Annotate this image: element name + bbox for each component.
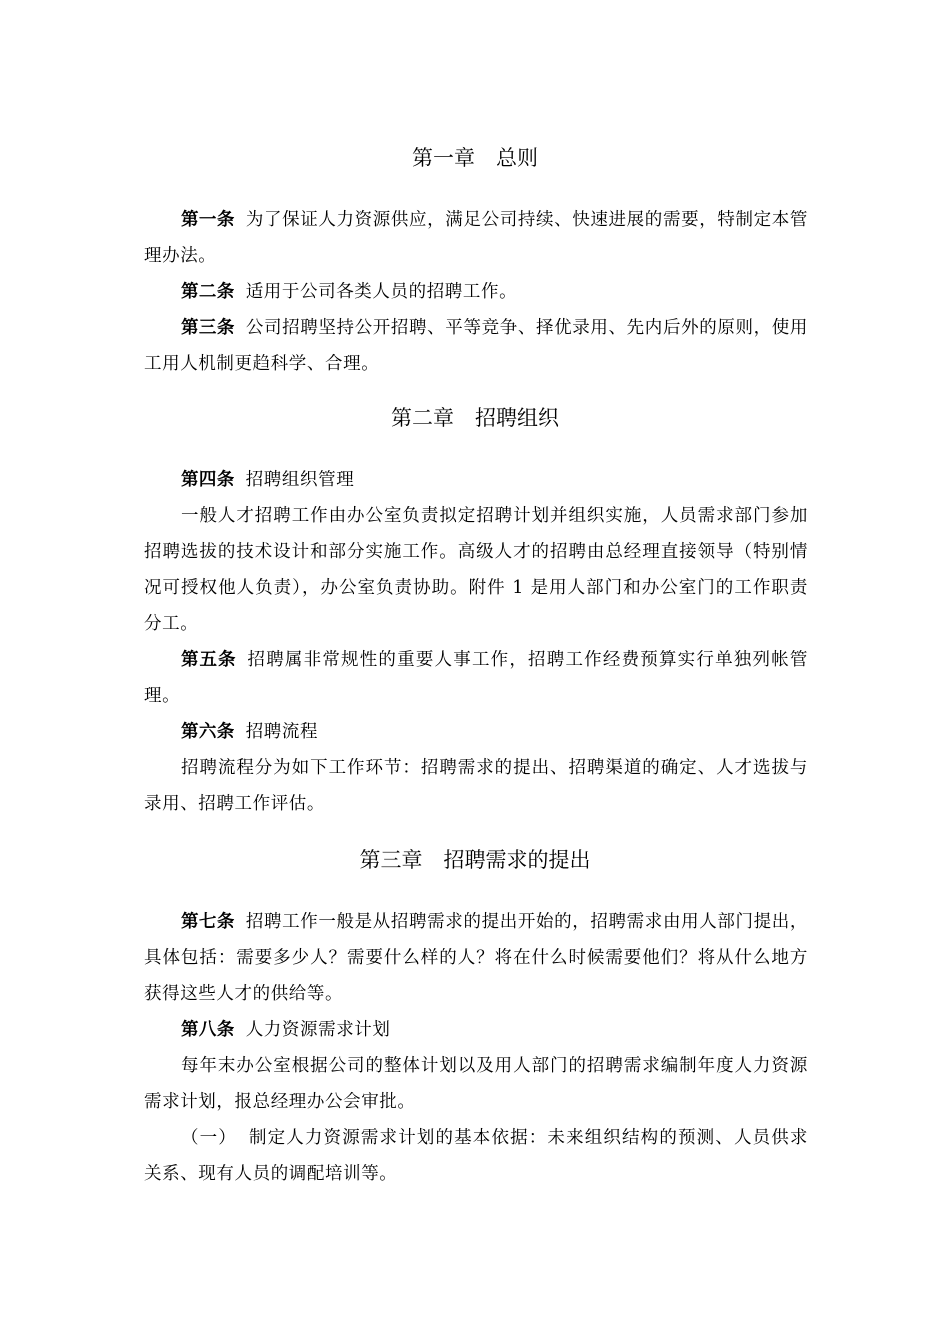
article-8-item-1-label: （一）: [181, 1128, 237, 1148]
article-3: [144, 310, 808, 382]
article-1-label: 第一条: [181, 210, 235, 230]
article-8-body: 每年末办公室根据公司的整体计划以及用人部门的招聘需求编制年度人力资源需求计划，报总经理办公会审批。: [144, 1056, 808, 1112]
article-8-item-1: [144, 1120, 808, 1192]
article-5: [144, 642, 808, 714]
chapter-3-title: 第三章 招聘需求的提出: [359, 848, 591, 872]
article-7-label: 第七条: [181, 912, 235, 932]
article-2: [144, 274, 808, 310]
chapter-2-title: 第二章 招聘组织: [391, 406, 559, 430]
article-8: [144, 1012, 808, 1048]
article-8-label: 第八条: [181, 1020, 235, 1040]
article-3-label: 第三条: [181, 318, 235, 338]
article-5-label: 第五条: [181, 650, 237, 670]
article-3-text: 公司招聘坚持公开招聘、平等竞争、择优录用、先内后外的原则，使用工用人机制更趋科学、合理。: [144, 318, 808, 374]
article-5-text: 招聘属非常规性的重要人事工作，招聘工作经费预算实行单独列帐管理。: [144, 650, 809, 706]
article-4-label: 第四条: [181, 470, 235, 490]
article-6-text: 招聘流程: [245, 722, 319, 742]
article-7: [144, 904, 808, 1012]
article-1-text: 为了保证人力资源供应，满足公司持续、快速进展的需要，特制定本管理办法。: [144, 210, 808, 266]
article-4-body: 一般人才招聘工作由办公室负责拟定招聘计划并组织实施，人员需求部门参加招聘选拔的技术设计和部分实施工作。高级人才的招聘由总经理直接领导（特别情况可授权他人负责），办公室负责协助。附件 1 是用人部门和办公室门的工作职责分工。: [144, 506, 808, 634]
article-7-text: 招聘工作一般是从招聘需求的提出开始的，招聘需求由用人部门提出，具体包括：需要多少人？需要什么样的人？将在什么时候需要他们？将从什么地方获得这些人才的供给等。: [144, 912, 808, 1004]
article-4: [144, 462, 808, 498]
article-6-label: 第六条: [181, 722, 235, 742]
article-6: [144, 714, 808, 750]
article-4-text: 招聘组织管理: [245, 470, 355, 490]
article-1: [144, 202, 808, 274]
article-2-text: 适用于公司各类人员的招聘工作。: [245, 282, 518, 302]
article-8-text: 人力资源需求计划: [245, 1020, 391, 1040]
chapter-1-title: 第一章 总则: [412, 146, 538, 170]
article-6-body: 招聘流程分为如下工作环节：招聘需求的提出、招聘渠道的确定、人才选拔与录用、招聘工作评估。: [144, 758, 808, 814]
article-2-label: 第二条: [181, 282, 235, 302]
article-8-item-1-text: 制定人力资源需求计划的基本依据：未来组织结构的预测、人员供求关系、现有人员的调配培训等。: [144, 1128, 808, 1184]
